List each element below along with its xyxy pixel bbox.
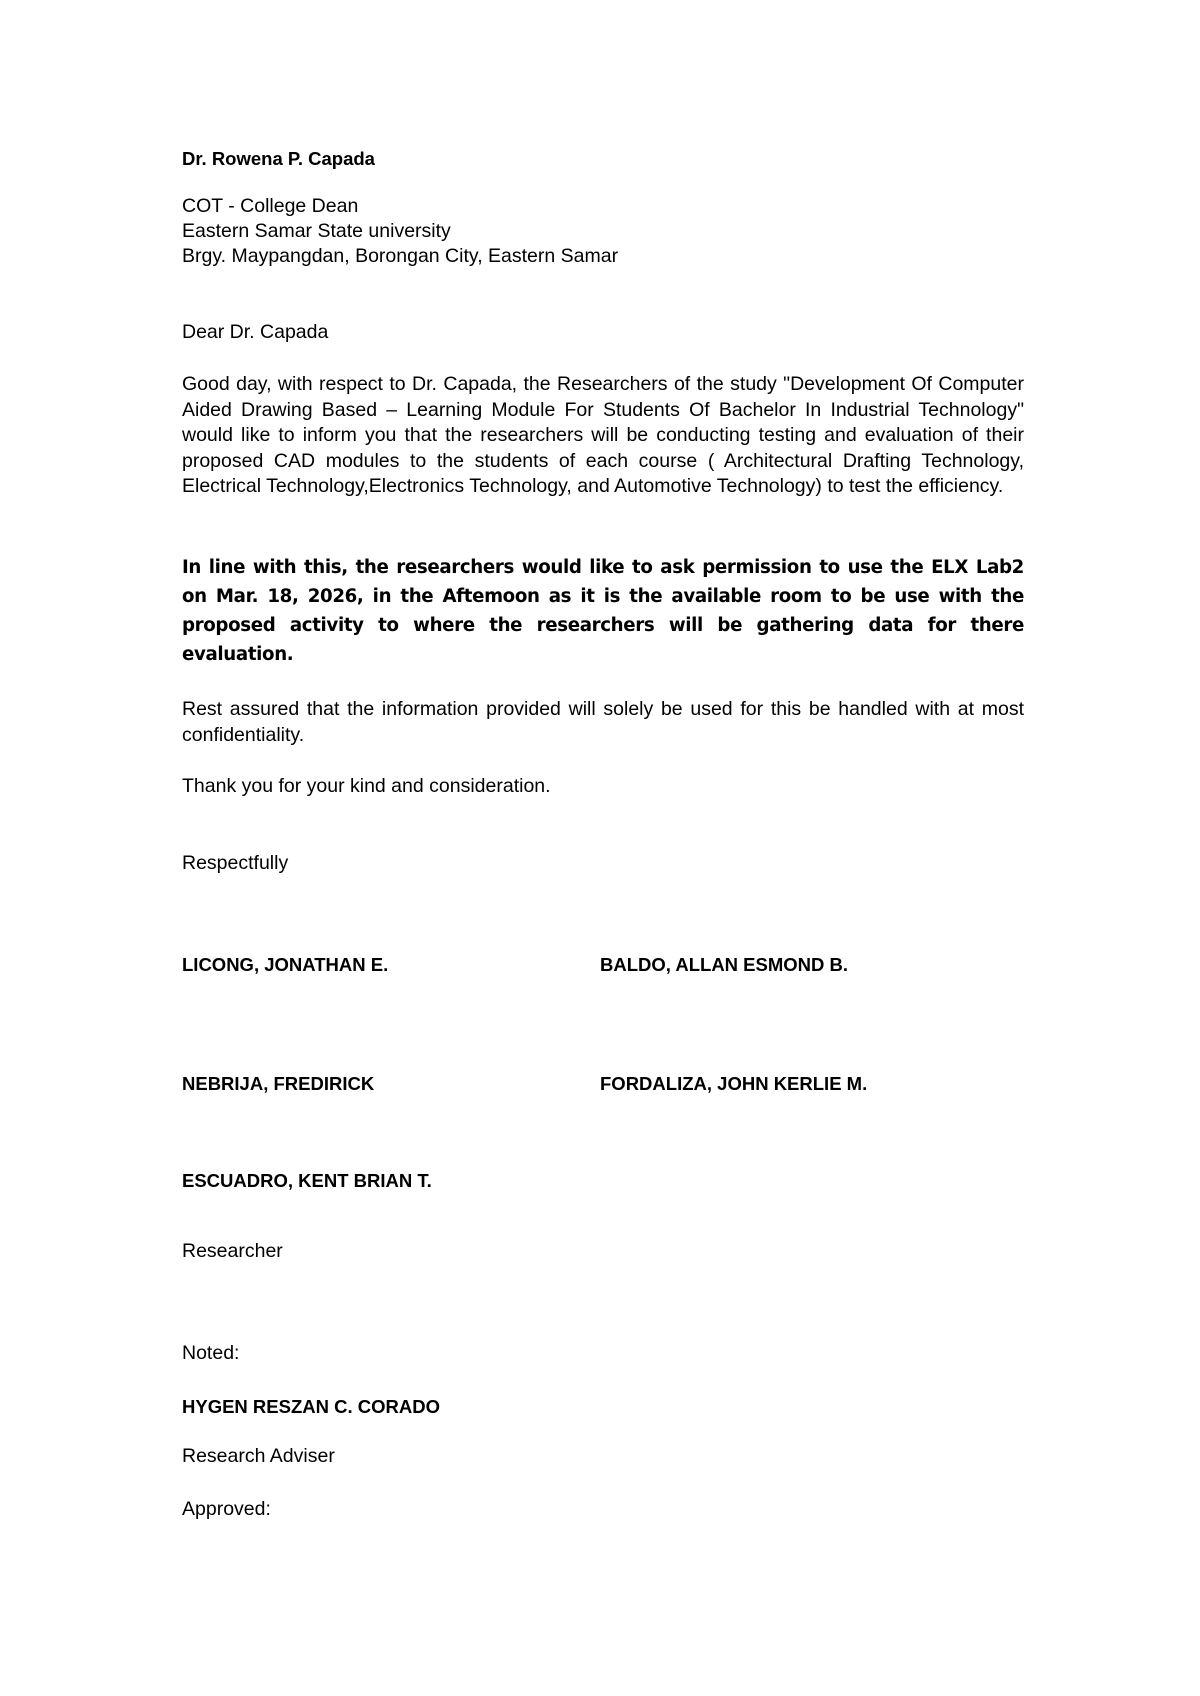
noted-label: Noted: [182,1342,240,1364]
body-paragraph-2: In line with this, the researchers would like to ask permission to use the ELX Lab2 on Mar. 18, 2026, in the Aftemoon as it is the available room to be use with the proposed activity to where the researchers will be gathering data for there evaluation. [182,557,1024,665]
recipient-address: Brgy. Maypangdan, Borongan City, Eastern Samar [182,245,619,267]
recipient-institution: Eastern Samar State university [182,220,451,242]
signatory-baldo: BALDO, ALLAN ESMOND B. [600,954,849,975]
signatory-escuadro: ESCUADRO, KENT BRIAN T. [182,1170,432,1191]
signatory-licong: LICONG, JONATHAN E. [182,954,389,975]
adviser-name: HYGEN RESZAN C. CORADO [182,1396,440,1417]
signatory-nebrija: NEBRIJA, FREDIRICK [182,1073,375,1094]
recipient-name: Dr. Rowena P. Capada [182,148,375,169]
researcher-role: Researcher [182,1240,283,1262]
body-paragraph-3: Rest assured that the information provided will solely be used for this be handled with at most confidentiality. [182,698,1024,746]
adviser-role: Research Adviser [182,1445,335,1467]
body-paragraph-1: Good day, with respect to Dr. Capada, the Researchers of the study "Development Of Computer Aided Drawing Based – Learning Module For Students Of Bachelor In Industrial Technology" would like to inform you that the researchers will be conducting testing and evaluation of their proposed CAD modules to the students of each course ( Architectural Drafting Technology, Electrical Technology,Electronics Technology, and Automotive Technology) to test the efficiency. [182,373,1024,497]
closing: Respectfully [182,852,289,874]
salutation: Dear Dr. Capada [182,321,329,343]
approved-label: Approved: [182,1498,271,1520]
recipient-title: COT - College Dean [182,195,359,217]
signatory-fordaliza: FORDALIZA, JOHN KERLIE M. [600,1073,868,1094]
body-paragraph-4: Thank you for your kind and consideration. [182,775,551,797]
